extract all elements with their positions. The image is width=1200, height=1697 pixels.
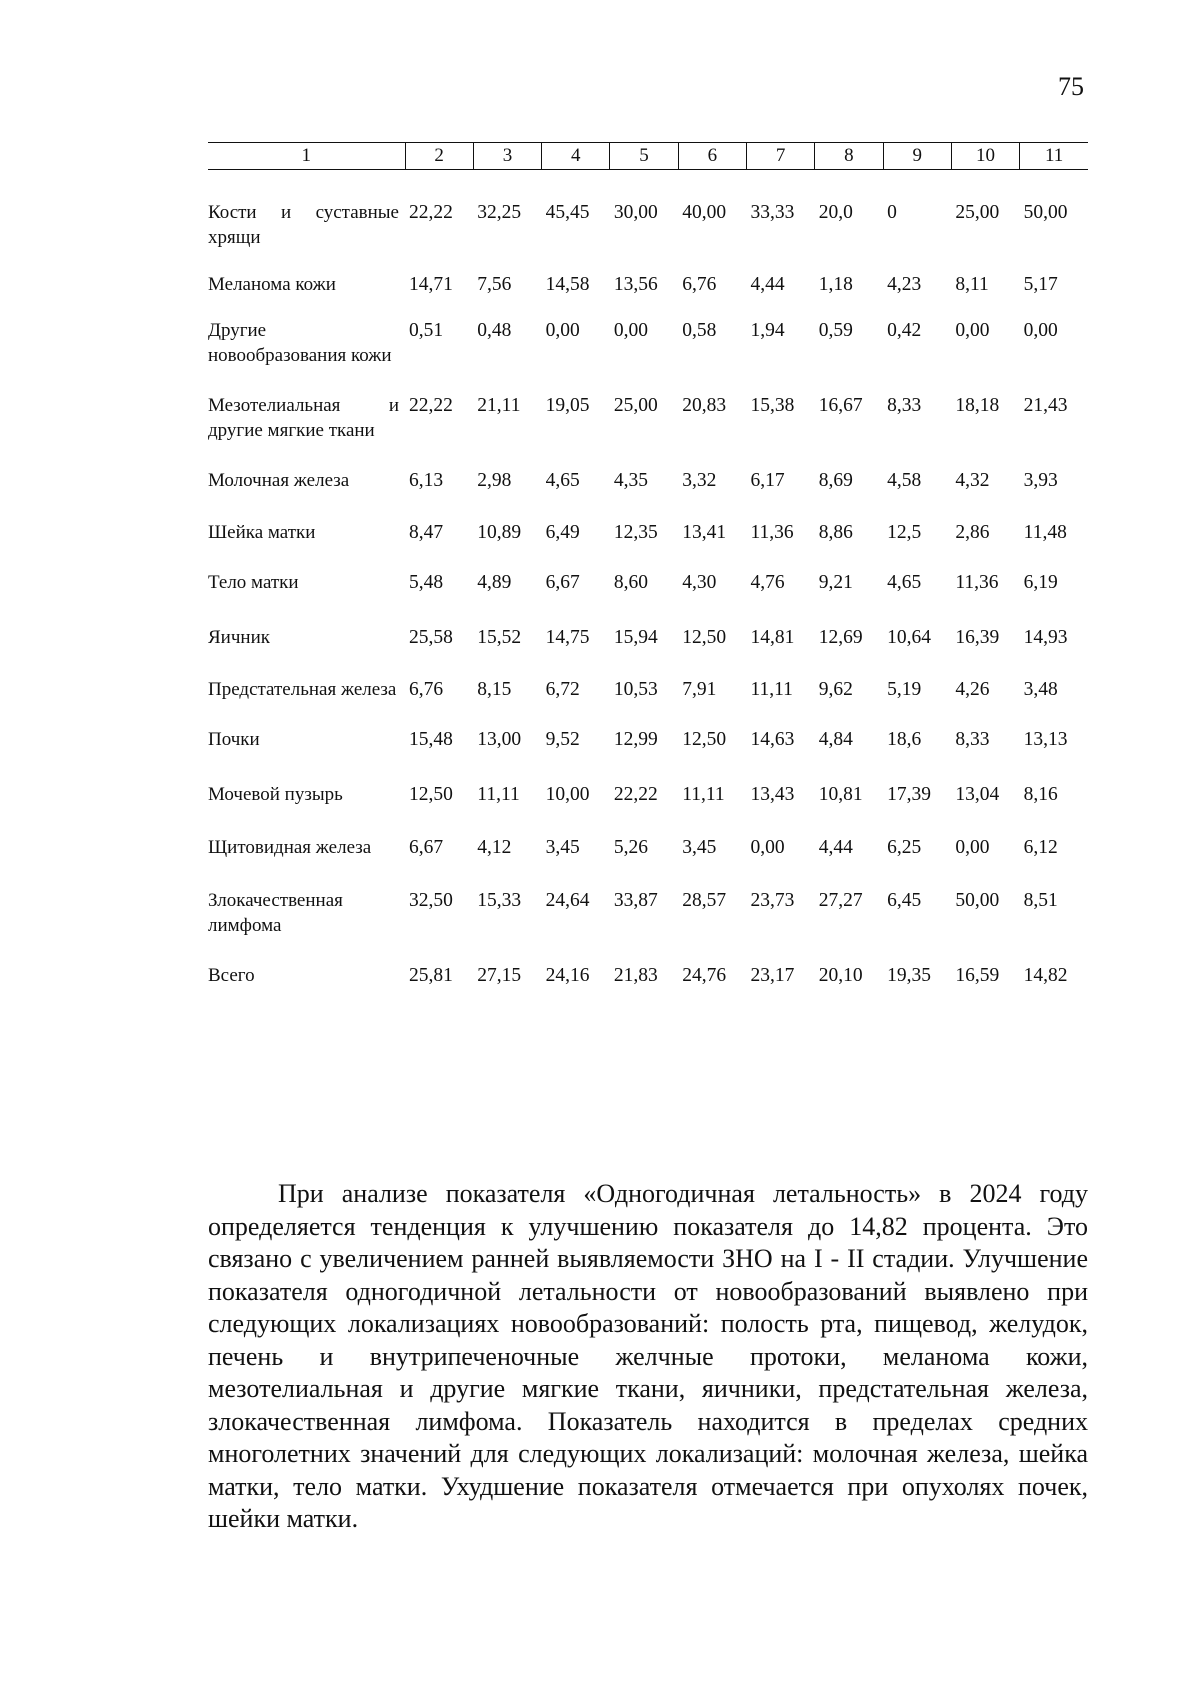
table-cell: 14,93 [1023, 627, 1068, 648]
spacer-cell [208, 860, 1088, 888]
table-cell: 8,86 [818, 522, 853, 543]
table-cell: 8,15 [477, 679, 512, 700]
table-cell: 21,11 [477, 395, 521, 416]
page-number: 75 [1058, 72, 1084, 101]
table-row [208, 677, 1088, 702]
table-cell: 24,64 [545, 890, 590, 911]
table-cell: 7,91 [682, 679, 717, 700]
table-cell: 5,48 [409, 572, 444, 593]
column-header: 1 [208, 143, 405, 170]
analysis-paragraph: При анализе показателя «Одногодичная летальность» в 2024 году определяется тенденция к улучшению показателя до 14,82 процента. Это связано с увеличением ранней выявляемости ЗНО на I - II стадии. Улучшение показателя одногодичной летальности от новообразований выявлено при следующих локализациях новообразований: полость рта, пищевод, желудок, печень и внутрипеченочные желчные протоки, меланома кожи, мезотелиальная и другие мягкие ткани, яичники, предстательная железа, злокачественная лимфома. Показатель находится в пределах средних многолетних значений для следующих локализаций: молочная железа, шейка матки, тело матки. Ухудшение показателя отмечается при опухолях почек, шейки матки. [208, 1179, 1088, 1533]
table-cell: 9,21 [818, 572, 853, 593]
table-cell: 11,36 [750, 522, 794, 543]
table-cell: 32,50 [409, 890, 453, 911]
table-cell: 4,65 [887, 572, 922, 593]
column-header: 11 [1020, 143, 1088, 170]
column-header: 5 [610, 143, 678, 170]
row-label: Другие новообразования кожи [208, 320, 392, 366]
table-cell: 23,73 [750, 890, 795, 911]
table-cell: 0,42 [887, 320, 922, 341]
table-cell: 6,72 [545, 679, 580, 700]
table-cell: 15,48 [409, 729, 453, 750]
table-cell: 10,81 [818, 784, 863, 805]
table-cell: 5,26 [613, 837, 649, 858]
table-cell: 0,59 [818, 320, 853, 341]
table-cell: 8,60 [613, 572, 649, 593]
row-label: Мезотелиальная и другие мягкие ткани [208, 395, 399, 441]
table-cell: 8,33 [887, 395, 922, 416]
table-cell: 0,51 [409, 320, 444, 341]
table-cell: 0,00 [545, 320, 580, 341]
row-spacer [208, 443, 1088, 468]
spacer-cell [208, 170, 1088, 201]
table-cell: 0,48 [477, 320, 512, 341]
table-cell: 0 [887, 202, 897, 223]
spacer-cell [208, 650, 1088, 677]
row-label: Щитовидная железа [208, 837, 372, 858]
table-row [208, 835, 1088, 860]
table-cell: 12,5 [887, 522, 922, 543]
row-spacer [208, 938, 1088, 963]
row-spacer [208, 170, 1088, 201]
table-cell: 11,11 [682, 784, 725, 805]
table-cell: 4,32 [955, 470, 990, 491]
table-cell: 4,44 [818, 837, 853, 858]
table-cell: 14,81 [750, 627, 795, 648]
spacer-cell [208, 250, 1088, 272]
table-row [208, 520, 1088, 545]
table-row [208, 625, 1088, 650]
column-header: 7 [746, 143, 814, 170]
table-cell: 6,13 [409, 470, 444, 491]
table-cell: 15,94 [613, 627, 658, 648]
table-row [208, 468, 1088, 493]
table-cell: 25,00 [613, 395, 658, 416]
table-cell: 19,05 [545, 395, 590, 416]
table-cell: 8,33 [955, 729, 990, 750]
table-cell: 3,48 [1023, 679, 1058, 700]
row-spacer [208, 545, 1088, 570]
table-cell: 15,52 [477, 627, 522, 648]
table-cell: 40,00 [682, 202, 727, 223]
table-cell: 19,35 [887, 965, 931, 986]
table-cell: 0,58 [682, 320, 717, 341]
column-header: 4 [542, 143, 610, 170]
table-cell: 6,19 [1023, 572, 1058, 593]
row-label: Молочная железа [208, 470, 350, 491]
table-cell: 14,71 [409, 274, 453, 295]
row-label: Яичник [208, 627, 270, 648]
table-cell: 8,69 [818, 470, 853, 491]
table-cell: 2,98 [477, 470, 512, 491]
table-cell: 22,22 [613, 784, 658, 805]
table-row [208, 272, 1088, 297]
table-cell: 2,86 [955, 522, 990, 543]
table-body [208, 170, 1088, 989]
table-cell: 0,00 [955, 837, 990, 858]
statistics-table-container [208, 142, 1088, 988]
row-label: Злокачественная лимфома [208, 890, 343, 936]
table-cell: 27,15 [477, 965, 522, 986]
table-cell: 9,62 [818, 679, 853, 700]
table-cell: 50,00 [955, 890, 1000, 911]
row-label: Тело матки [208, 572, 299, 593]
table-cell: 8,11 [955, 274, 989, 295]
table-cell: 28,57 [682, 890, 727, 911]
table-cell: 3,45 [545, 837, 580, 858]
table-cell: 5,19 [887, 679, 922, 700]
column-header: 9 [883, 143, 951, 170]
table-cell: 22,22 [409, 202, 453, 223]
table-row [208, 570, 1088, 595]
table-cell: 8,51 [1023, 890, 1058, 911]
row-label: Почки [208, 729, 260, 750]
table-cell: 45,45 [545, 202, 590, 223]
table-cell: 4,58 [887, 470, 922, 491]
table-cell: 20,0 [818, 202, 853, 223]
table-cell: 20,83 [682, 395, 727, 416]
table-cell: 23,17 [750, 965, 795, 986]
table-cell: 11,36 [955, 572, 999, 593]
table-cell: 3,32 [682, 470, 717, 491]
table-cell: 10,89 [477, 522, 522, 543]
table-cell: 6,76 [682, 274, 717, 295]
table-cell: 6,25 [887, 837, 922, 858]
table-row [208, 200, 1088, 250]
table-cell: 5,17 [1023, 274, 1058, 295]
table-cell: 16,39 [955, 627, 1000, 648]
table-cell: 16,67 [818, 395, 863, 416]
table-cell: 6,67 [545, 572, 580, 593]
spacer-cell [208, 493, 1088, 520]
table-cell: 3,45 [682, 837, 717, 858]
table-cell: 6,49 [545, 522, 580, 543]
row-spacer [208, 650, 1088, 677]
column-header: 3 [473, 143, 541, 170]
table-cell: 25,00 [955, 202, 1000, 223]
column-header: 6 [678, 143, 746, 170]
table-cell: 12,69 [818, 627, 863, 648]
table-cell: 22,22 [409, 395, 453, 416]
spacer-cell [208, 938, 1088, 963]
table-cell: 4,65 [545, 470, 580, 491]
table-row [208, 393, 1088, 443]
table-cell: 14,58 [545, 274, 590, 295]
table-cell: 21,43 [1023, 395, 1068, 416]
table-header-row [208, 143, 1088, 170]
table-cell: 15,33 [477, 890, 522, 911]
row-spacer [208, 807, 1088, 835]
spacer-cell [208, 807, 1088, 835]
row-spacer [208, 297, 1088, 318]
table-cell: 4,76 [750, 572, 785, 593]
row-label: Мочевой пузырь [208, 784, 343, 805]
table-cell: 12,99 [613, 729, 658, 750]
table-cell: 1,94 [750, 320, 785, 341]
column-header: 10 [951, 143, 1019, 170]
table-cell: 0,00 [750, 837, 785, 858]
table-cell: 12,50 [682, 729, 727, 750]
table-cell: 3,93 [1023, 470, 1058, 491]
table-cell: 11,11 [750, 679, 793, 700]
table-cell: 33,33 [750, 202, 795, 223]
table-cell: 12,50 [409, 784, 453, 805]
table-cell: 20,10 [818, 965, 863, 986]
table-cell: 0,00 [955, 320, 990, 341]
table-cell: 6,67 [409, 837, 444, 858]
table-cell: 4,30 [682, 572, 717, 593]
table-cell: 13,41 [682, 522, 727, 543]
column-header: 8 [815, 143, 883, 170]
table-row [208, 888, 1088, 938]
table-cell: 24,76 [682, 965, 727, 986]
row-spacer [208, 752, 1088, 782]
table-cell: 25,81 [409, 965, 453, 986]
table-cell: 0,00 [613, 320, 649, 341]
table-cell: 17,39 [887, 784, 931, 805]
table-cell: 32,25 [477, 202, 522, 223]
table-cell: 7,56 [477, 274, 512, 295]
table-row [208, 727, 1088, 752]
table-cell: 6,17 [750, 470, 785, 491]
spacer-cell [208, 368, 1088, 393]
table-cell: 6,45 [887, 890, 922, 911]
table-row [208, 782, 1088, 807]
row-label: Кости и суставные хрящи [208, 202, 399, 248]
table-cell: 18,6 [887, 729, 922, 750]
table-cell: 21,83 [613, 965, 658, 986]
table-cell: 11,48 [1023, 522, 1067, 543]
table-cell: 14,63 [750, 729, 795, 750]
spacer-cell [208, 297, 1088, 318]
table-cell: 24,16 [545, 965, 590, 986]
table-cell: 4,35 [613, 470, 649, 491]
table-cell: 13,56 [613, 274, 658, 295]
table-cell: 27,27 [818, 890, 863, 911]
table-cell: 4,44 [750, 274, 785, 295]
spacer-cell [208, 443, 1088, 468]
table-cell: 6,12 [1023, 837, 1058, 858]
table-cell: 11,11 [477, 784, 520, 805]
statistics-table [208, 142, 1088, 988]
table-cell: 10,64 [887, 627, 931, 648]
row-spacer [208, 493, 1088, 520]
table-cell: 13,04 [955, 784, 1000, 805]
row-label: Меланома кожи [208, 274, 336, 295]
row-spacer [208, 702, 1088, 727]
row-spacer [208, 368, 1088, 393]
table-cell: 6,76 [409, 679, 444, 700]
row-label: Всего [208, 965, 255, 986]
table-cell: 13,43 [750, 784, 795, 805]
table-cell: 1,18 [818, 274, 853, 295]
table-cell: 50,00 [1023, 202, 1068, 223]
table-cell: 8,47 [409, 522, 444, 543]
table-cell: 4,12 [477, 837, 512, 858]
table-cell: 4,84 [818, 729, 853, 750]
table-cell: 15,38 [750, 395, 795, 416]
table-cell: 12,35 [613, 522, 658, 543]
table-cell: 16,59 [955, 965, 1000, 986]
spacer-cell [208, 702, 1088, 727]
table-cell: 4,89 [477, 572, 512, 593]
table-cell: 4,23 [887, 274, 922, 295]
table-cell: 10,00 [545, 784, 590, 805]
spacer-cell [208, 595, 1088, 625]
table-row [208, 963, 1088, 988]
row-label: Шейка матки [208, 522, 316, 543]
table-row [208, 318, 1088, 368]
table-cell: 10,53 [613, 679, 658, 700]
table-cell: 14,75 [545, 627, 590, 648]
spacer-cell [208, 752, 1088, 782]
table-cell: 9,52 [545, 729, 580, 750]
table-cell: 18,18 [955, 395, 1000, 416]
row-spacer [208, 250, 1088, 272]
table-cell: 4,26 [955, 679, 990, 700]
table-cell: 33,87 [613, 890, 658, 911]
table-cell: 13,13 [1023, 729, 1068, 750]
table-cell: 8,16 [1023, 784, 1058, 805]
table-cell: 13,00 [477, 729, 522, 750]
row-label: Предстательная железа [208, 679, 397, 700]
spacer-cell [208, 545, 1088, 570]
table-cell: 25,58 [409, 627, 453, 648]
table-cell: 12,50 [682, 627, 727, 648]
column-header: 2 [405, 143, 473, 170]
row-spacer [208, 595, 1088, 625]
table-cell: 0,00 [1023, 320, 1058, 341]
table-cell: 14,82 [1023, 965, 1068, 986]
table-cell: 30,00 [613, 202, 658, 223]
row-spacer [208, 860, 1088, 888]
